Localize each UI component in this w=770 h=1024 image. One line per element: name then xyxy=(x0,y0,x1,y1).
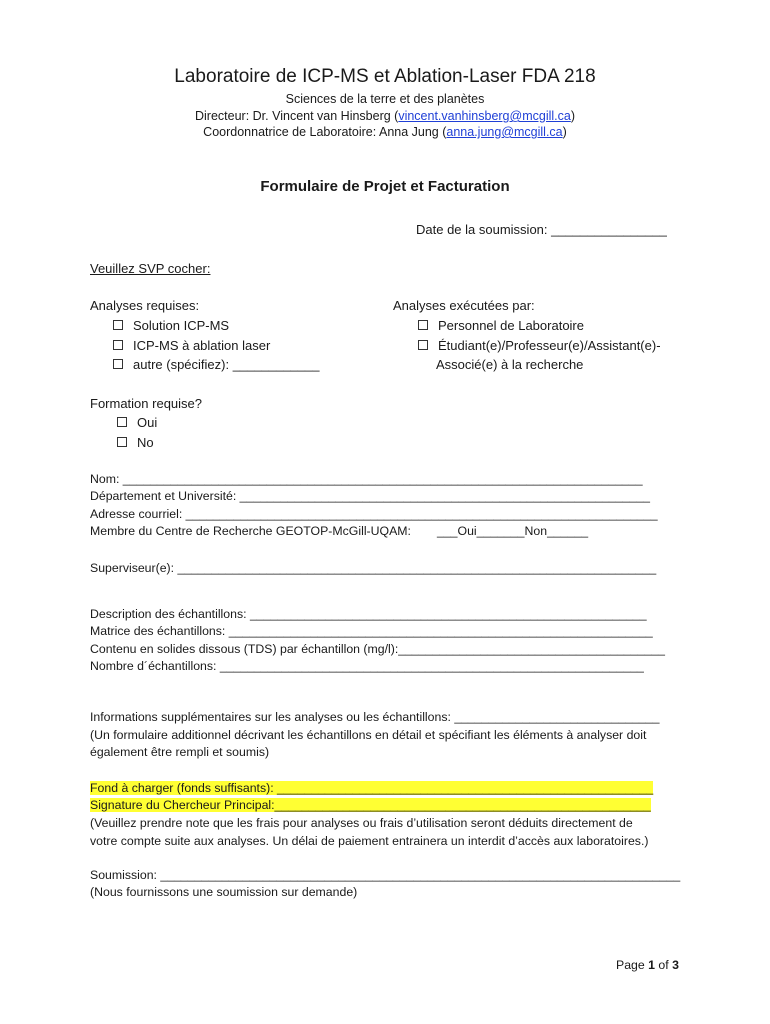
analyses-performed-label: Analyses exécutées par: xyxy=(393,298,535,313)
total-page-count: 3 xyxy=(672,958,679,972)
option-other[interactable]: autre (spécifiez): ____________ xyxy=(113,357,319,372)
sample-count-field[interactable]: Nombre d´échantillons: ______________________________________________________________ xyxy=(90,659,644,673)
pi-signature-field-highlighted[interactable]: Signature du Chercheur Principal:_______________________________________________________ xyxy=(90,798,651,812)
option-icpms-laser[interactable]: ICP-MS à ablation laser xyxy=(113,338,270,353)
coordinator-prefix: Coordonnatrice de Laboratoire: Anna Jung ( xyxy=(203,125,447,139)
training-option-no[interactable]: No xyxy=(117,435,154,450)
checkbox-icon[interactable] xyxy=(418,320,428,330)
fees-note-line-1: (Veuillez prendre note que les frais pour analyses ou frais d’utilisation seront déduits directement de xyxy=(90,816,633,830)
checkbox-icon[interactable] xyxy=(117,437,127,447)
checkbox-icon[interactable] xyxy=(117,417,127,427)
sample-description-field[interactable]: Description des échantillons: __________________________________________________________ xyxy=(90,607,647,621)
checkbox-icon[interactable] xyxy=(113,340,123,350)
fees-note-line-2: votre compte suite aux analyses. Un délai de paiement entrainera un interdit d’accès aux laboratoires.) xyxy=(90,834,649,848)
email-field[interactable]: Adresse courriel: _____________________________________________________________________ xyxy=(90,507,658,521)
submission-date-field[interactable]: Date de la soumission: ________________ xyxy=(416,222,667,237)
geotop-member-label: Membre du Centre de Recherche GEOTOP-McGill-UQAM: xyxy=(90,524,411,538)
coordinator-suffix: ) xyxy=(562,125,567,139)
quote-note: (Nous fournissons une soumission sur demande) xyxy=(90,885,358,899)
current-page-number: 1 xyxy=(648,958,655,972)
geotop-member-options[interactable]: ___Oui_______Non______ xyxy=(437,524,589,538)
director-suffix: ) xyxy=(570,109,575,123)
lab-title: Laboratoire de ICP-MS et Ablation-Laser FDA 218 xyxy=(174,66,596,87)
instructions-heading: Veuillez SVP cocher: xyxy=(90,261,211,276)
training-required-label: Formation requise? xyxy=(90,396,202,411)
director-line xyxy=(0,109,770,123)
tds-content-field[interactable]: Contenu en solides dissous (TDS) par échantillon (mg/l):_______________________________________ xyxy=(90,642,665,656)
funds-field-highlighted[interactable]: Fond à charger (fonds suffisants): _______________________________________________________ xyxy=(90,781,654,795)
additional-info-field[interactable]: Informations supplémentaires sur les analyses ou les échantillons: ______________________________ xyxy=(90,710,660,724)
additional-info-note-1: (Un formulaire additionnel décrivant les échantillons en détail et spécifiant les éléments à analyser doit xyxy=(90,728,647,742)
department-university-field[interactable]: Département et Université: ____________________________________________________________ xyxy=(90,489,651,503)
supervisor-field[interactable]: Superviseur(e): ______________________________________________________________________ xyxy=(90,561,657,575)
department-line: Sciences de la terre et des planètes xyxy=(285,92,485,106)
form-title: Formulaire de Projet et Facturation xyxy=(260,178,510,195)
analyses-required-label: Analyses requises: xyxy=(90,298,200,313)
checkbox-icon[interactable] xyxy=(113,359,123,369)
checkbox-icon[interactable] xyxy=(418,340,428,350)
option-student-researcher[interactable]: Étudiant(e)/Professeur(e)/Assistant(e)- xyxy=(418,338,661,353)
page-indicator: Page 1 of 3 xyxy=(616,958,679,972)
training-option-yes[interactable]: Oui xyxy=(117,415,157,430)
additional-info-note-2: également être rempli et soumis) xyxy=(90,745,270,759)
option-lab-staff[interactable]: Personnel de Laboratoire xyxy=(418,318,584,333)
quote-field[interactable]: Soumission: ____________________________________________________________________________ xyxy=(90,868,681,882)
sample-matrix-field[interactable]: Matrice des échantillons: ______________________________________________________________ xyxy=(90,624,653,638)
option-solution-icpms[interactable]: Solution ICP-MS xyxy=(113,318,229,333)
director-prefix: Directeur: Dr. Vincent van Hinsberg ( xyxy=(195,109,399,123)
name-field[interactable]: Nom: ____________________________________________________________________________ xyxy=(90,472,643,486)
option-student-researcher-continuation: Associé(e) à la recherche xyxy=(436,357,584,372)
checkbox-icon[interactable] xyxy=(113,320,123,330)
coordinator-email-link[interactable]: anna.jung@mcgill.ca xyxy=(446,125,563,139)
coordinator-line xyxy=(0,125,770,139)
director-email-link[interactable]: vincent.vanhinsberg@mcgill.ca xyxy=(398,109,571,123)
